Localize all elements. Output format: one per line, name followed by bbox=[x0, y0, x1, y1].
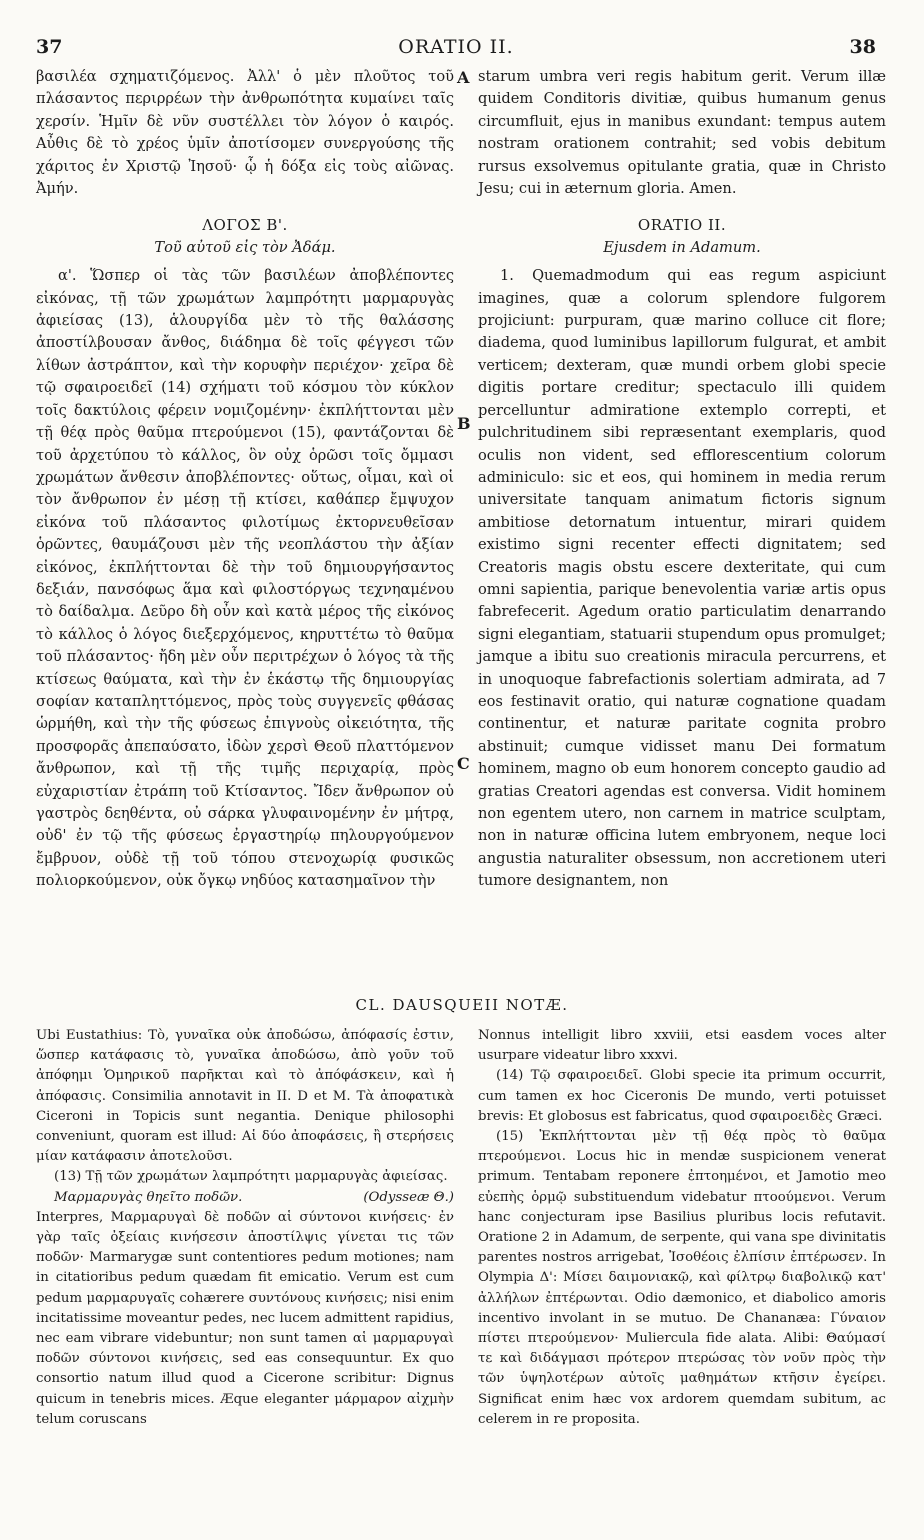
note-14: (14) Τῷ σφαιροειδεῖ. Globi specie ita primum occurrit, cum tamen ex hoc Ciceronis De mundo, verti potuisset brevis: Et globosus est fabricatus, quod σφαιροειδὲς Græci. bbox=[478, 1068, 886, 1124]
notes-left-column bbox=[36, 1026, 454, 1430]
latin-section-title: ORATIO II. bbox=[637, 216, 727, 235]
margin-marker-c: C bbox=[457, 754, 470, 773]
running-title: ORATIO II. bbox=[398, 36, 514, 58]
latin-column bbox=[478, 66, 886, 893]
homer-quote bbox=[36, 1188, 454, 1208]
note-left-rest: Interpres, Μαρμαρυγαὶ δὲ ποδῶν αἱ σύντονοι κινήσεις· ἐν γὰρ ταῖς ὀξείαις κινήσεσιν ἀποστίλψις γίνεται τις τῶν ποδῶν· Marmarygæ sunt contentiores pedum motiones; nam in citatioribus pedum quædam fit emicatio. Verum est cum pedum μαρμαρυγαῖς cohærere συντόνους κινήσεις; nisi enim incitatissime moveantur pedes, nec lucem admittent rapidius, nec eam vibrare videbuntur; non sunt tamen αἱ μαρμαρυγαὶ ποδῶν σύντονοι κινήσεις, sed eas consequuntur. Ex quo consortio natum illud quod a Cicerone scribitur: Dignus quicum in tenebris mices. Æque eleganter μάρμαρον αἰχμὴν telum coruscans bbox=[36, 1209, 454, 1427]
homer-quote-ref: (Odysseæ Θ.) bbox=[363, 1189, 454, 1205]
margin-marker-b: B bbox=[457, 414, 471, 433]
note-right-intro: Nonnus intelligit libro xxviii, etsi easdem voces alter usurpare videatur libro xxxvi. bbox=[478, 1028, 886, 1064]
page-header bbox=[36, 34, 876, 68]
greek-column bbox=[36, 66, 454, 893]
greek-body: α'. Ὥσπερ οἱ τὰς τῶν βασιλέων ἀποβλέποντες εἰκόνας, τῇ τῶν χρωμάτων λαμπρότητι μαρμαρυγὰς ἀφιείσας (13), ἁλουργίδα μὲν τὸ τῆς θαλάσσης ἀποστίλβουσαν ἄνθος, διάδημα δὲ τοῖς φέγγεσι τῶν λίθων ἀστράπτον, καὶ τὴν κορυφὴν περιέχον· χεῖρα δὲ τῷ σφαιροειδεῖ (14) σχήματι τοῦ κόσμου τὸν κύκλον τοῖς δακτύλοις φέρειν νομιζομένην· ἐκπλήττονται μὲν τῇ θέᾳ πρὸς θαῦμα πτερούμενοι (15), φαντάζονται δὲ τοῦ ἀρχετύπου τὸ κάλλος, ὃν οὐχ ὁρῶσι τοῖς ὄμμασι χρωμάτων ἄνθεσιν ἀποβλέποντες· οὕτως, οἶμαι, καὶ οἱ τὸν ἄνθρωπον ἐν μέσῃ τῇ κτίσει, καθάπερ ἔμψυχον εἰκόνα τοῦ πλάσαντος φιλοτίμως ἐκτορνευθεῖσαν ὁρῶντες, θαυμάζουσι μὲν τῆς νεοπλάστου τὴν ἀξίαν εἰκόνος, ἐκπλήττονται δὲ τὴν τοῦ δημιουργήσαντος δεξιάν, πανσόφως ἅμα καὶ φιλοστόργως τεχνηαμένου τὸ δαίδαλμα. Δεῦρο δὴ οὖν καὶ κατὰ μέρος τῆς εἰκόνος τὸ κάλλος ὁ λόγος διεξερχόμενος, κηρυττέτω τὸ θαῦμα τοῦ πλάσαντος· ἤδη μὲν οὖν περιτρέχων ὁ λόγος τὰ τῆς κτίσεως θαύματα, καὶ τὴν ἐν ἑκάστῳ τῆς δημιουργίας σοφίαν καταπληττόμενος, πρὸς τοὺς συγγενεῖς φθάσας ὡρμήθη, καὶ τὴν τῆς φύσεως ἐπιγνοὺς οἰκειότητα, τῆς προσφορᾶς ἀπεπαύσατο, ἰδὼν χερσὶ Θεοῦ πλαττόμενον ἄνθρωπον, καὶ τῇ τῆς τιμῆς περιχαρίᾳ, πρὸς εὐχαριστίαν ἐτράπη τοῦ Κτίσαντος. Ἴδεν ἄνθρωπον οὐ γαστρὸς δεηθέντα, οὐ σάρκα γλυφαινομένην ἐν μήτρᾳ, οὐδ' ἐν τῷ τῆς φύσεως ἐργαστηρίῳ πηλουργούμενον ἔμβρυον, οὐδὲ τῇ τοῦ τόπου στενοχωρίᾳ φυσικῶς πολιορκούμενον, οὐκ ὄγκῳ νηδύος κατασημαῖνον τὴν bbox=[36, 267, 454, 890]
latin-body: 1. Quemadmodum qui eas regum aspiciunt imagines, quæ a colorum splendore fulgorem projiciunt: purpuram, quæ marino colluce cit flore; diadema, quod luminibus lapillorum fulgurat, et ambit verticem; dexteram, quæ mundi orbem globi specie digitis portare creditur; spectaculo illi quidem percelluntur admiratione extemplo correpti, et pulchritudinem sibi repræsentant exemplaris, quod oculis non vident, sed efflorescentium colorum adminiculo: sic et eos, qui hominem in media rerum universitate tanquam animatum fictoris signum ambitiose detornatum intuentur, mirari quidem existimo signi recenter effecti dignitatem; sed Creatoris magis obstu escere dexteritate, qui cum omni sapientia, parique benevolentia variæ artis opus fabrefecerit. Agedum oratio particulatim denarrando signi elegantiam, statuarii stupendum opus promulget; jamque a ibitu suo creationis miracula percurrens, et in unoquoque fabrefactionis solertiam admirata, ad 7 eos festinavit oratio, qui naturæ cognatione quadam continentur, et naturæ paritate cognita probro abstinuit; cumque vidisset manu Dei formatum hominem, magno ob eum honorem concepto gaudio ad gratias Creatori agendas est conversa. Vidit hominem non egentem utero, non carnem in matrice sculptam, non in naturæ officina lutem embryonem, neque loci angustia naturaliter obsessum, non accretionem uteri tumore designantem, non bbox=[478, 267, 886, 890]
latin-intro: starum umbra veri regis habitum gerit. Verum illæ quidem Conditoris divitiæ, quibus humanum genus circumfluit, ejus in manibus exundant: tempus autem nostram orationem contrahit; sed vobis debitum rursus exsolvemus opitulante gratia, quæ in Christo Jesu; cui in æternum gloria. Amen. bbox=[478, 68, 886, 198]
greek-section-title: ΛΟΓΟΣ Β'. bbox=[202, 216, 288, 235]
note-13: (13) Τῇ τῶν χρωμάτων λαμπρότητι μαρμαρυγὰς ἀφιείσας. bbox=[54, 1169, 448, 1185]
greek-intro: βασιλέα σχηματιζόμενος. Ἀλλ' ὁ μὲν πλοῦτος τοῦ πλάσαντος περιρρέων τὴν ἀνθρωπότητα κυμαίνει ταῖς χερσίν. Ἡμῖν δὲ νῦν συστέλλει τὸν λόγον ὁ καιρός. Αὖθις δὲ τὸ χρέος ὑμῖν ἀποτίσομεν συνεργούσης τῆς χάριτος ἐν Χριστῷ Ἰησοῦ· ᾧ ἡ δόξα εἰς τοὺς αἰῶνας. Ἀμήν. bbox=[36, 68, 454, 198]
page-number-left: 37 bbox=[36, 36, 63, 58]
homer-quote-text: Μαρμαρυγὰς θηεῖτο ποδῶν. bbox=[54, 1189, 243, 1205]
notes-title: CL. DAUSQUEII NOTÆ. bbox=[355, 996, 569, 1014]
greek-section-subtitle: Τοῦ αὐτοῦ εἰς τὸν Ἀδάμ. bbox=[154, 238, 336, 256]
notes-right-column bbox=[478, 1026, 886, 1430]
page-number-right: 38 bbox=[849, 36, 876, 58]
note-15: (15) Ἐκπλήττονται μὲν τῇ θέᾳ πρὸς τὸ θαῦμα πτερούμενοι. Locus hic in mendæ suspicionem venerat primum. Tentabam reponere ἐπτοημένοι, et Jamotio meo εὐεπὴς ὁρμῷ substituendum videbatur πτοούμενοι. Verum hanc conjecturam ipse Basilius pluribus locis refutavit. Oratione 2 in Adamum, de serpente, qui vana spe divinitatis parentes nostros arrigebat, Ἰσοθέοις ἐλπίσιν ἐπτέρωσεν. In Olympia Δ': Μίσει δαιμονιακῷ, καὶ φίλτρῳ διαβολικῷ κατ' ἀλλήλων ἐπτέρωνται. Odio dæmonico, et diabolico amoris incentivo involant in se mutuo. De Chananæa: Γύναιον πίστει πτερούμενον· Muliercula fide alata. Alibi: Θαύμασί τε καὶ διδάγμασι πρότερον πτερώσας τὸν νοῦν πρὸς τὴν τῶν ὑψηλοτέρων αὐτοῖς μαθημάτων κτῆσιν ἐγείρει. Significat enim hæc vox ardorem quemdam subitum, ac celerem in re proposita. bbox=[478, 1129, 886, 1427]
margin-marker-a: A bbox=[457, 68, 470, 87]
note-left-intro: Ubi Eustathius: Τὸ, γυναῖκα οὐκ ἀποδώσω, ἀπόφασίς ἐστιν, ὥσπερ κατάφασις τὸ, γυναῖκα ἀποδώσω, ἀπὸ γοῦν τοῦ ἀπόφημι Ὁμηρικοῦ παρῆκται καὶ τὸ ἀπόφάσκειν, καὶ ἡ ἀπόφασις. Consimilia annotavit in II. D et M. Τὰ ἀποφατικὰ Ciceroni in Topicis sunt negantia. Denique philosophi conveniunt, quoram est illud: Αἱ δύο ἀποφάσεις, ἢ στερήσεις μίαν κατάφασιν ἀποτελοῦσι. bbox=[36, 1028, 454, 1165]
latin-section-subtitle: Ejusdem in Adamum. bbox=[603, 238, 761, 256]
